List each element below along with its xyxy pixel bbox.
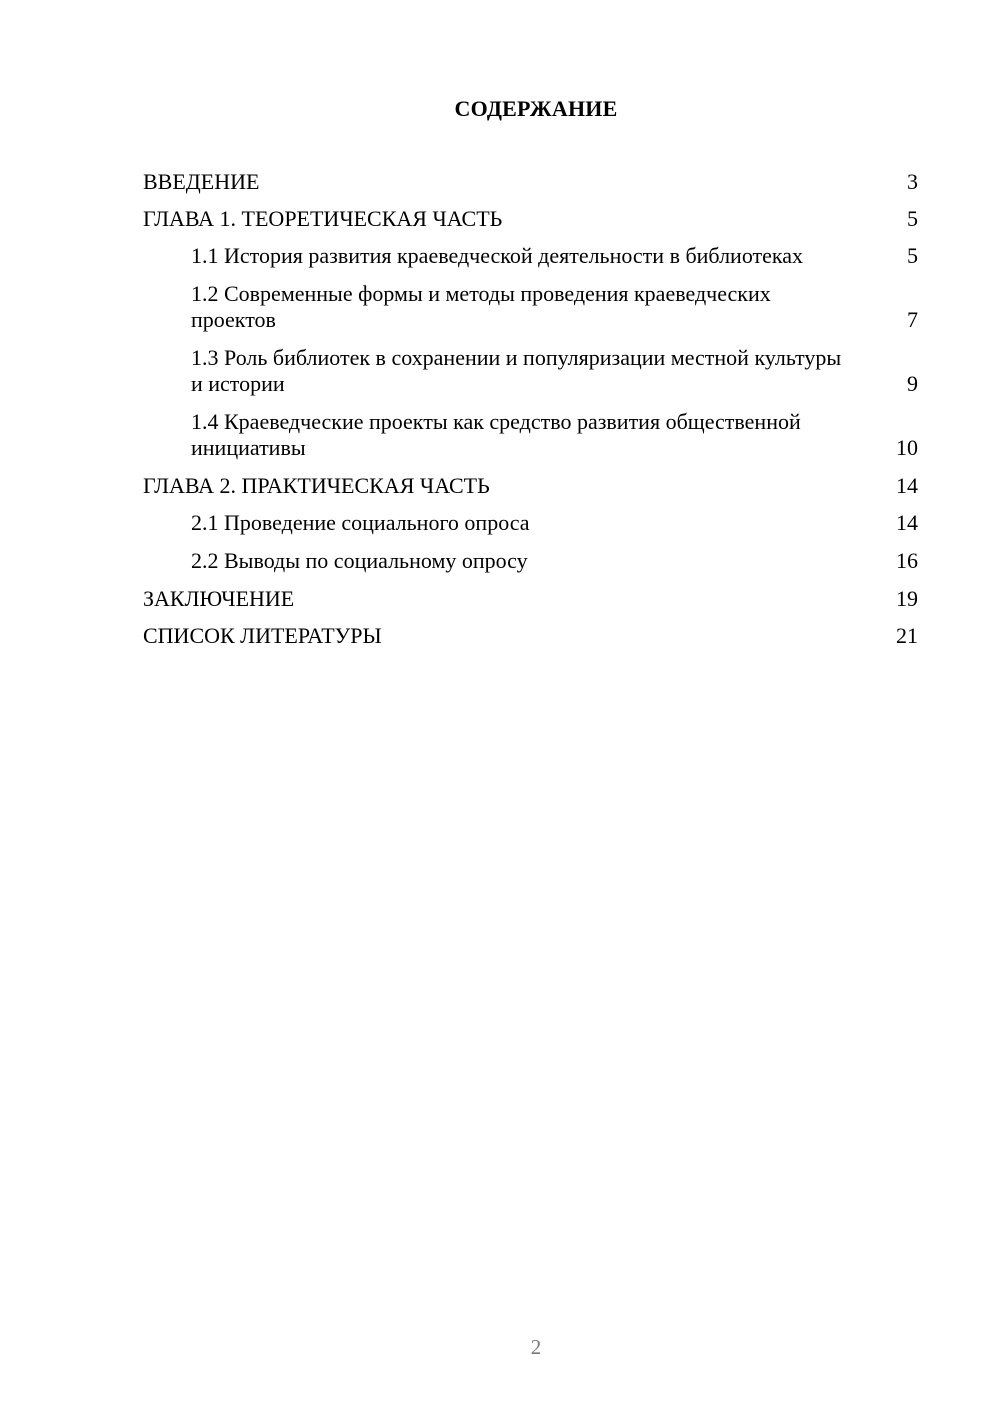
toc-entry-chapter-2[interactable] — [143, 473, 918, 499]
toc-title: СОДЕРЖАНИЕ — [454, 96, 618, 121]
toc-entry-bibliography[interactable] — [143, 623, 918, 649]
table-of-contents — [143, 169, 918, 660]
toc-entry-page: 10 — [896, 435, 918, 460]
toc-entry-page: 7 — [907, 307, 918, 332]
toc-entry-introduction[interactable] — [143, 169, 918, 195]
toc-entry-page: 14 — [896, 473, 918, 498]
toc-entry-page: 14 — [896, 510, 918, 535]
toc-entry-page: 3 — [907, 169, 918, 194]
toc-entry-chapter-1[interactable] — [143, 206, 918, 232]
toc-entry-label: 1.4 Краеведческие проекты как средство развития общественной инициативы — [191, 409, 801, 460]
toc-entry-section-2-1[interactable] — [143, 510, 918, 536]
toc-entry-label: 1.2 Современные формы и методы проведения краеведческих проектов — [191, 281, 771, 332]
toc-entry-label: 1.1 История развития краеведческой деятельности в библиотеках — [191, 243, 804, 268]
toc-entry-page: 5 — [907, 243, 918, 268]
toc-entry-section-1-2[interactable] — [143, 281, 918, 333]
toc-entry-label: 2.2 Выводы по социальному опросу — [191, 548, 528, 573]
toc-entry-page: 9 — [907, 371, 918, 396]
toc-entry-page: 5 — [907, 206, 918, 231]
toc-entry-label: СПИСОК ЛИТЕРАТУРЫ — [143, 623, 382, 648]
toc-entry-page: 19 — [896, 586, 918, 611]
toc-entry-label: ГЛАВА 2. ПРАКТИЧЕСКАЯ ЧАСТЬ — [143, 473, 490, 498]
toc-entry-page: 16 — [896, 548, 918, 573]
toc-entry-section-1-1[interactable] — [143, 243, 918, 269]
toc-entry-label: 1.3 Роль библиотек в сохранении и популяризации местной культуры и истории — [191, 345, 842, 396]
toc-entry-label: ВВЕДЕНИЕ — [143, 169, 260, 194]
toc-entry-section-1-3[interactable] — [143, 345, 918, 397]
page-number: 2 — [530, 1335, 542, 1359]
toc-entry-conclusion[interactable] — [143, 586, 918, 612]
toc-entry-section-1-4[interactable] — [143, 409, 918, 461]
toc-entry-page: 21 — [896, 623, 918, 648]
toc-entry-label: ГЛАВА 1. ТЕОРЕТИЧЕСКАЯ ЧАСТЬ — [143, 206, 503, 231]
toc-entry-label: ЗАКЛЮЧЕНИЕ — [143, 586, 295, 611]
toc-entry-section-2-2[interactable] — [143, 548, 918, 574]
toc-entry-label: 2.1 Проведение социального опроса — [191, 510, 530, 535]
